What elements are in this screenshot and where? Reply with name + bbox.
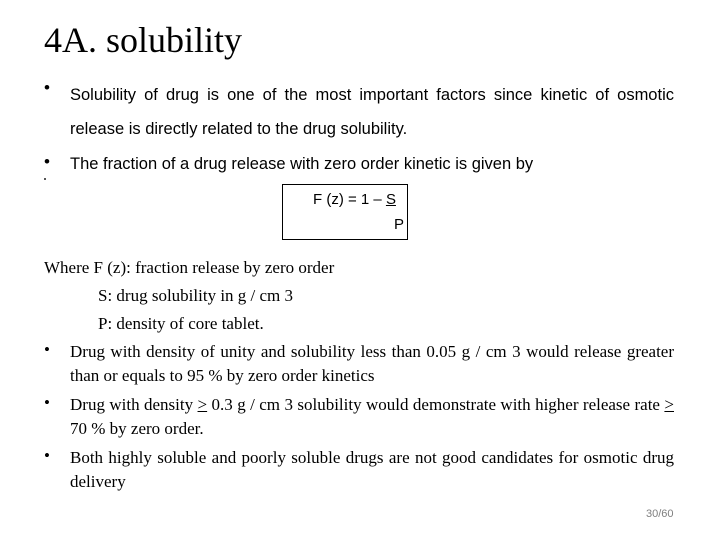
stray-dot [44,178,46,180]
formula-denominator: P [394,216,405,233]
bullet-text: Solubility of drug is one of the most important factors since kinetic of osmotic release is directly related to the drug solubility. [70,86,674,138]
where-intro: Where F (z): fraction release by zero order [44,258,335,277]
text-post: 70 % by zero order. [70,419,204,438]
text-pre: Drug with density [70,395,198,414]
greater-equal-symbol: > [664,395,674,414]
formula-lhs: F (z) = 1 – [313,191,386,208]
bullet-text: Both highly soluble and poorly soluble drugs are not good candidates for osmotic drug delivery [70,448,674,491]
text-mid: 0.3 g / cm 3 solubility would demonstrate with higher release rate [207,395,665,414]
bullet-marker: • [44,78,50,97]
formula-box [282,184,408,240]
page-number: 30/60 [646,508,674,520]
formula-numerator-line [313,191,396,208]
bullet-marker: • [44,393,50,412]
formula-numerator: S [385,191,396,208]
greater-equal-symbol: > [197,395,208,414]
bullet-text: The fraction of a drug release with zero order kinetic is given by [70,155,534,173]
bullet-text [70,393,674,441]
bullet-marker: • [44,446,50,465]
definition-s: S: drug solubility in g / cm 3 [98,286,294,305]
bullet-text: Drug with density of unity and solubility less than 0.05 g / cm 3 would release greater than or equals to 95 % by zero order kinetics [70,342,674,385]
slide-title: 4A. solubility [44,20,243,60]
bullet-marker: • [44,152,50,171]
definition-p: P: density of core tablet. [98,314,264,333]
bullet-marker: • [44,340,50,359]
